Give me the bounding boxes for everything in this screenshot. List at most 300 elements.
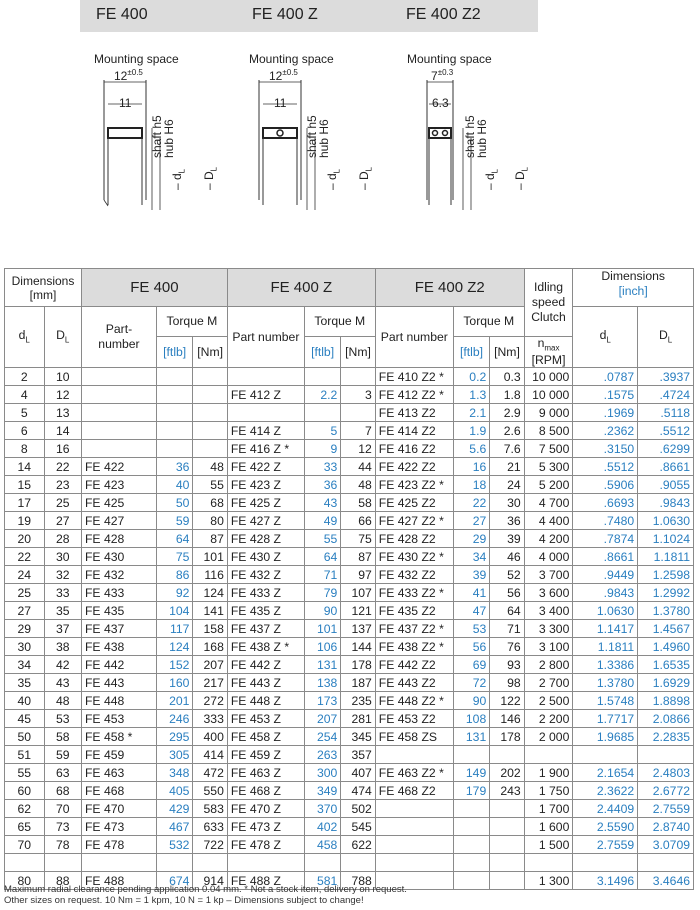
dl-inch-cell: .5512: [573, 458, 638, 476]
fe400z2-nm-cell: 7.6: [490, 440, 524, 458]
nmax-header: $n_{max}$ [RPM]: [524, 337, 573, 368]
fe400z-part-cell: FE 448 Z: [227, 692, 304, 710]
DL-cell: 73: [44, 818, 81, 836]
DL-cell: 59: [44, 746, 81, 764]
dl-cell: 24: [5, 566, 45, 584]
rpm-cell: 2 200: [524, 710, 573, 728]
fe400z2-nm-cell: 122: [490, 692, 524, 710]
dimensions-header: Dimensions [mm]: [5, 269, 82, 307]
fe400-nm-cell: [193, 404, 227, 422]
DL-inch-cell: .5118: [638, 404, 694, 422]
fe400z2-nm-cell: 56: [490, 584, 524, 602]
fe400-part-cell: FE 425: [81, 494, 156, 512]
fe400-ftlb-cell: 50: [156, 494, 192, 512]
fe400-part-cell: FE 437: [81, 620, 156, 638]
dl-inch-cell: .3150: [573, 440, 638, 458]
fe400-nm-cell: 633: [193, 818, 227, 836]
fe400-nm-cell: 400: [193, 728, 227, 746]
fe400-nm-cell: 472: [193, 764, 227, 782]
dl-inch-cell: 1.1417: [573, 620, 638, 638]
fe400-ftlb-cell: 40: [156, 476, 192, 494]
fe400-nm-cell: 168: [193, 638, 227, 656]
fe400-ftlb-cell: 246: [156, 710, 192, 728]
DL-inch-cell: .3937: [638, 368, 694, 386]
fe400z-ftlb-cell: 64: [304, 548, 340, 566]
table-row: [5, 440, 694, 458]
table-row: [5, 512, 694, 530]
fe400z2-nm-cell: 178: [490, 728, 524, 746]
DL-cell: 68: [44, 782, 81, 800]
DL-inch-cell: 1.6535: [638, 656, 694, 674]
fe400-ftlb-cell: 92: [156, 584, 192, 602]
dl-cell: 34: [5, 656, 45, 674]
fe400z2-part-cell: FE 416 Z2: [375, 440, 453, 458]
fe400-nm-cell: [193, 422, 227, 440]
shaft-label: shaft h5: [463, 115, 477, 158]
fe400-part-cell: [81, 440, 156, 458]
fe400z2-ftlb-cell: 1.9: [453, 422, 489, 440]
fe400z2-nm-cell: 146: [490, 710, 524, 728]
dl-inch-cell: 1.9685: [573, 728, 638, 746]
rpm-cell: 1 700: [524, 800, 573, 818]
fe400z-nm-cell: [341, 368, 375, 386]
fe400-part-cell: FE 433: [81, 584, 156, 602]
fe400-nm-cell: 87: [193, 530, 227, 548]
dl-label: – $d_L$: [170, 168, 187, 190]
dl-inch-cell: .1969: [573, 404, 638, 422]
fe400-nm-cell: 116: [193, 566, 227, 584]
dl-inch-cell: .9449: [573, 566, 638, 584]
fe400z-part-cell: FE 437 Z: [227, 620, 304, 638]
fe400-nm-cell: 158: [193, 620, 227, 638]
fe400z-ftlb-cell: 370: [304, 800, 340, 818]
mounting-space-label: Mounting space: [94, 52, 179, 66]
fe400z2-part-cell: FE 443 Z2: [375, 674, 453, 692]
rpm-cell: 5 300: [524, 458, 573, 476]
table-row: [5, 494, 694, 512]
fe400z2-ftlb-cell: 16: [453, 458, 489, 476]
dl-cell: 4: [5, 386, 45, 404]
rpm-cell: 2 500: [524, 692, 573, 710]
fe400-ftlb-cell: 405: [156, 782, 192, 800]
fe400-nm-cell: 48: [193, 458, 227, 476]
fe400z-ftlb-cell: 138: [304, 674, 340, 692]
table-row: [5, 368, 694, 386]
fe400z-part-cell: FE 453 Z: [227, 710, 304, 728]
fe400z2-ftlb-cell: 47: [453, 602, 489, 620]
table-row: [5, 746, 694, 764]
fe400-ftlb-cell: 64: [156, 530, 192, 548]
fe400-nm-cell: 550: [193, 782, 227, 800]
DL-inch-cell: 3.4646: [638, 872, 694, 890]
dl-cell: 27: [5, 602, 45, 620]
fe400z-ftlb-cell: 79: [304, 584, 340, 602]
fe400z2-nm-cell: 76: [490, 638, 524, 656]
fe400-ftlb-cell: 429: [156, 800, 192, 818]
fe400-ftlb-cell: 201: [156, 692, 192, 710]
fe400z-nm-cell: 545: [341, 818, 375, 836]
DL-col-header: $D_L$: [44, 307, 81, 368]
rpm-cell: 5 200: [524, 476, 573, 494]
dl-cell: 2: [5, 368, 45, 386]
fe400z2-ftlb-cell: 108: [453, 710, 489, 728]
fe400z2-part-cell: [375, 746, 453, 764]
dl-cell: 65: [5, 818, 45, 836]
fe400-part-cell: FE 422: [81, 458, 156, 476]
fe400z-nm-cell: 474: [341, 782, 375, 800]
dl-inch-cell: 2.4409: [573, 800, 638, 818]
dl-inch-cell: [573, 746, 638, 764]
fe400z2-part-cell: FE 463 Z2 *: [375, 764, 453, 782]
fe400z2-ftlb-cell: 90: [453, 692, 489, 710]
rpm-cell: 1 500: [524, 836, 573, 854]
fe400z2-ftlb-cell: 149: [453, 764, 489, 782]
dl-cell: 30: [5, 638, 45, 656]
fe400z-nm-cell: 107: [341, 584, 375, 602]
fe400z2-nm-cell: 202: [490, 764, 524, 782]
DL-cell: 25: [44, 494, 81, 512]
table-row: [5, 602, 694, 620]
fe400z-part-cell: FE 478 Z: [227, 836, 304, 854]
fe400z-nm-cell: 407: [341, 764, 375, 782]
fe400-ftlb-cell: [156, 422, 192, 440]
hub-label: hub H6: [317, 119, 331, 158]
fe400z2-ftlb-cell: 5.6: [453, 440, 489, 458]
fe400-nm-cell: [193, 368, 227, 386]
fe400z-nm-cell: 12: [341, 440, 375, 458]
fe400z2-ftlb-cell: [453, 746, 489, 764]
dimensions-inch-header: Dimensions [inch]: [573, 269, 694, 307]
dl-inch-cell: .5906: [573, 476, 638, 494]
fe400z2-nm-cell: 52: [490, 566, 524, 584]
fe400-part-cell: FE 470: [81, 800, 156, 818]
DL-inch-cell: 2.6772: [638, 782, 694, 800]
fe400-ftlb-cell: [156, 368, 192, 386]
fe400-part-cell: FE 442: [81, 656, 156, 674]
fe400z-part-cell: FE 414 Z: [227, 422, 304, 440]
fe400z-ftlb-cell: 5: [304, 422, 340, 440]
dl-cell: 22: [5, 548, 45, 566]
dl-inch-cell: .2362: [573, 422, 638, 440]
hub-label: hub H6: [475, 119, 489, 158]
fe400-ftlb-cell: 36: [156, 458, 192, 476]
fe400z-ftlb-cell: 55: [304, 530, 340, 548]
fe400-ftlb-cell: 124: [156, 638, 192, 656]
dl-inch-cell: 3.1496: [573, 872, 638, 890]
fe400-part-cell: FE 478: [81, 836, 156, 854]
fe400-part-cell: FE 443: [81, 674, 156, 692]
fe400-nm-cell: 124: [193, 584, 227, 602]
fe400z2-nm-cell: [490, 800, 524, 818]
fe400-part-cell: FE 438: [81, 638, 156, 656]
dim-inner: 11: [274, 96, 287, 110]
table-row: [5, 674, 694, 692]
fe400z2-part-cell: [375, 818, 453, 836]
fe400-part-cell: FE 488: [81, 872, 156, 890]
fe400z2-nm-cell: 36: [490, 512, 524, 530]
fe400z-nm-cell: [341, 404, 375, 422]
dl-inch-cell: 2.1654: [573, 764, 638, 782]
dl-cell: 6: [5, 422, 45, 440]
DL-inch-cell: 1.4567: [638, 620, 694, 638]
footnote-line: Maximum radial clearance pending application 0.04 mm. * Not a stock item, delivery on request.: [4, 884, 407, 895]
fe400z2-nm-cell: 1.8: [490, 386, 524, 404]
fe400z-ftlb-cell: 349: [304, 782, 340, 800]
rpm-cell: 2 700: [524, 674, 573, 692]
DL-cell: 35: [44, 602, 81, 620]
fe400-group-header: FE 400: [81, 269, 227, 307]
rpm-cell: [524, 746, 573, 764]
ftlb-header: [ftlb]: [156, 337, 192, 368]
torque-header: Torque M: [156, 307, 227, 337]
table-row: [5, 728, 694, 746]
fe400z2-nm-cell: 30: [490, 494, 524, 512]
fe400-part-cell: [81, 422, 156, 440]
fe400z-nm-cell: 137: [341, 620, 375, 638]
dim-top: $12^{\pm 0.5}$: [269, 68, 298, 83]
fe400z-part-cell: FE 433 Z: [227, 584, 304, 602]
fe400z2-ftlb-cell: [453, 800, 489, 818]
fe400z-ftlb-cell: 131: [304, 656, 340, 674]
fe400z-part-cell: FE 425 Z: [227, 494, 304, 512]
nm-header: [Nm]: [193, 337, 227, 368]
fe400z2-part-cell: FE 423 Z2 *: [375, 476, 453, 494]
spec-table: [4, 268, 694, 890]
fe400z-part-cell: [227, 404, 304, 422]
DL-inch-cell: 1.6929: [638, 674, 694, 692]
fe400z2-nm-cell: 98: [490, 674, 524, 692]
DL-cell: 48: [44, 692, 81, 710]
fe400z2-part-cell: [375, 836, 453, 854]
fe400z2-part-cell: FE 413 Z2: [375, 404, 453, 422]
fe400z-nm-cell: 7: [341, 422, 375, 440]
fe400-nm-cell: [193, 386, 227, 404]
fe400z2-ftlb-cell: 56: [453, 638, 489, 656]
DL-cell: 42: [44, 656, 81, 674]
fe400-ftlb-cell: 86: [156, 566, 192, 584]
fe400-nm-cell: [193, 440, 227, 458]
DL-cell: 23: [44, 476, 81, 494]
dl-cell: 8: [5, 440, 45, 458]
fe400-ftlb-cell: 117: [156, 620, 192, 638]
dim-top: $7^{\pm 0.3}$: [431, 68, 454, 83]
fe400-nm-cell: 414: [193, 746, 227, 764]
DL-cell: 53: [44, 710, 81, 728]
fe400z-part-cell: FE 443 Z: [227, 674, 304, 692]
DL-inch-cell: 2.8740: [638, 818, 694, 836]
DL-label: – $D_L$: [357, 166, 374, 190]
fe400z2-ftlb-cell: 131: [453, 728, 489, 746]
DL-cell: 10: [44, 368, 81, 386]
rpm-cell: 8 500: [524, 422, 573, 440]
footnote-line: Other sizes on request. 10 Nm = 1 kpm, 10 N = 1 kp – Dimensions subject to change!: [4, 895, 364, 906]
dl-inch-cell: .1575: [573, 386, 638, 404]
spacer-row: [5, 854, 694, 872]
fe400-nm-cell: 55: [193, 476, 227, 494]
fe400-nm-cell: 333: [193, 710, 227, 728]
fe400z2-ftlb-cell: 27: [453, 512, 489, 530]
dl-cell: 50: [5, 728, 45, 746]
fe400z2-part-cell: FE 435 Z2: [375, 602, 453, 620]
dl-cell: 17: [5, 494, 45, 512]
fe400z2-nm-cell: 2.9: [490, 404, 524, 422]
fe400z-nm-cell: 357: [341, 746, 375, 764]
DL-label: – $D_L$: [202, 166, 219, 190]
fe400z-part-cell: [227, 368, 304, 386]
fe400z2-ftlb-cell: 29: [453, 530, 489, 548]
fe400z-nm-cell: 622: [341, 836, 375, 854]
fe400z-ftlb-cell: 173: [304, 692, 340, 710]
fe400-part-cell: FE 463: [81, 764, 156, 782]
fe400z2-nm-cell: 71: [490, 620, 524, 638]
fe400-nm-cell: 583: [193, 800, 227, 818]
fe400z2-part-cell: FE 458 ZS: [375, 728, 453, 746]
rpm-cell: 9 000: [524, 404, 573, 422]
fe400-part-cell: FE 427: [81, 512, 156, 530]
fe400-part-cell: [81, 404, 156, 422]
drawing-fe400: [94, 40, 244, 230]
fe400z-nm-cell: 87: [341, 548, 375, 566]
DL-cell: 12: [44, 386, 81, 404]
dl-inch-cell: 1.3386: [573, 656, 638, 674]
dim-top: $12^{\pm 0.5}$: [114, 68, 143, 83]
fe400z2-nm-cell: 24: [490, 476, 524, 494]
dl-cell: 62: [5, 800, 45, 818]
fe400z2-nm-cell: 0.3: [490, 368, 524, 386]
dl-cell: 70: [5, 836, 45, 854]
fe400z-nm-cell: 66: [341, 512, 375, 530]
dl-cell: 5: [5, 404, 45, 422]
fe400z-nm-cell: 235: [341, 692, 375, 710]
dl-cell: 40: [5, 692, 45, 710]
footnote: [4, 884, 407, 906]
table-row: [5, 404, 694, 422]
DL-cell: 78: [44, 836, 81, 854]
table-row: [5, 836, 694, 854]
dl-inch-cell: .8661: [573, 548, 638, 566]
fe400z2-ftlb-cell: 69: [453, 656, 489, 674]
fe400z-part-cell: FE 416 Z *: [227, 440, 304, 458]
DL-inch-cell: 2.7559: [638, 800, 694, 818]
dl-inch-cell: 1.1811: [573, 638, 638, 656]
dim-inner: 11: [119, 96, 132, 110]
table-row: [5, 566, 694, 584]
fe400z-ftlb-cell: 101: [304, 620, 340, 638]
fe400z-group-header: FE 400 Z: [227, 269, 375, 307]
fe400z2-nm-cell: [490, 872, 524, 890]
table-row: [5, 800, 694, 818]
fe400z-ftlb-cell: 581: [304, 872, 340, 890]
series-header-bar: [80, 0, 538, 32]
dl-inch-cell: .7874: [573, 530, 638, 548]
fe400-part-cell: FE 435: [81, 602, 156, 620]
DL-inch-cell: 1.1024: [638, 530, 694, 548]
table-row: [5, 638, 694, 656]
dl-cell: 20: [5, 530, 45, 548]
idling-speed-header: Idling speed Clutch: [524, 269, 573, 337]
fe400z-ftlb-cell: 2.2: [304, 386, 340, 404]
dl-cell: 15: [5, 476, 45, 494]
series-fe400-title: FE 400: [96, 6, 148, 23]
dl-inch-cell: 1.5748: [573, 692, 638, 710]
fe400-ftlb-cell: 532: [156, 836, 192, 854]
fe400-ftlb-cell: 348: [156, 764, 192, 782]
fe400z-part-cell: FE 428 Z: [227, 530, 304, 548]
torque-header: Torque M: [453, 307, 524, 337]
fe400-ftlb-cell: 674: [156, 872, 192, 890]
fe400-part-cell: FE 430: [81, 548, 156, 566]
DL-inch-cell: 1.2598: [638, 566, 694, 584]
dl-inch-cell: .7480: [573, 512, 638, 530]
fe400-nm-cell: 272: [193, 692, 227, 710]
ftlb-header: [ftlb]: [453, 337, 489, 368]
dl-cell: 60: [5, 782, 45, 800]
table-row: [5, 692, 694, 710]
fe400z2-ftlb-cell: [453, 872, 489, 890]
fe400z2-ftlb-cell: 1.3: [453, 386, 489, 404]
fe400z-ftlb-cell: 458: [304, 836, 340, 854]
DL-cell: 33: [44, 584, 81, 602]
fe400z2-ftlb-cell: 34: [453, 548, 489, 566]
fe400z2-ftlb-cell: [453, 818, 489, 836]
fe400z-part-cell: FE 459 Z: [227, 746, 304, 764]
fe400-part-cell: FE 448: [81, 692, 156, 710]
fe400z2-part-cell: FE 430 Z2 *: [375, 548, 453, 566]
dl-inch-cell: 2.7559: [573, 836, 638, 854]
nm-header: [Nm]: [490, 337, 524, 368]
DL-inch-cell: 3.0709: [638, 836, 694, 854]
fe400z2-part-cell: FE 414 Z2: [375, 422, 453, 440]
DL-cell: 58: [44, 728, 81, 746]
fe400z-part-cell: FE 427 Z: [227, 512, 304, 530]
fe400z-nm-cell: 345: [341, 728, 375, 746]
fe400z2-part-cell: FE 432 Z2: [375, 566, 453, 584]
table-row: [5, 458, 694, 476]
fe400z-nm-cell: 144: [341, 638, 375, 656]
fe400-part-cell: FE 458 *: [81, 728, 156, 746]
DL-cell: 13: [44, 404, 81, 422]
DL-inch-cell: .6299: [638, 440, 694, 458]
fe400z-nm-cell: 788: [341, 872, 375, 890]
rpm-cell: 4 200: [524, 530, 573, 548]
table-row: [5, 584, 694, 602]
dl-col-header: $d_L$: [5, 307, 45, 368]
mounting-space-label: Mounting space: [249, 52, 334, 66]
fe400z2-ftlb-cell: 72: [453, 674, 489, 692]
DL-inch-cell: 1.0630: [638, 512, 694, 530]
table-row: [5, 782, 694, 800]
fe400z-part-cell: FE 468 Z: [227, 782, 304, 800]
fe400z-part-cell: FE 412 Z: [227, 386, 304, 404]
rpm-cell: 3 300: [524, 620, 573, 638]
part-number-header: Part- number: [81, 307, 156, 368]
series-fe400z-title: FE 400 Z: [252, 6, 318, 23]
fe400z2-nm-cell: 46: [490, 548, 524, 566]
fe400z2-ftlb-cell: 22: [453, 494, 489, 512]
rpm-cell: 3 100: [524, 638, 573, 656]
fe400-nm-cell: 101: [193, 548, 227, 566]
fe400z-part-cell: FE 430 Z: [227, 548, 304, 566]
dl-inch-cell: 2.3622: [573, 782, 638, 800]
fe400-ftlb-cell: [156, 404, 192, 422]
fe400z2-nm-cell: [490, 818, 524, 836]
fe400z-ftlb-cell: 254: [304, 728, 340, 746]
drawing-fe400z2: [407, 40, 557, 230]
fe400z2-nm-cell: 2.6: [490, 422, 524, 440]
rpm-cell: 4 400: [524, 512, 573, 530]
fe400z2-part-cell: FE 468 Z2: [375, 782, 453, 800]
DL-inch-cell: .4724: [638, 386, 694, 404]
